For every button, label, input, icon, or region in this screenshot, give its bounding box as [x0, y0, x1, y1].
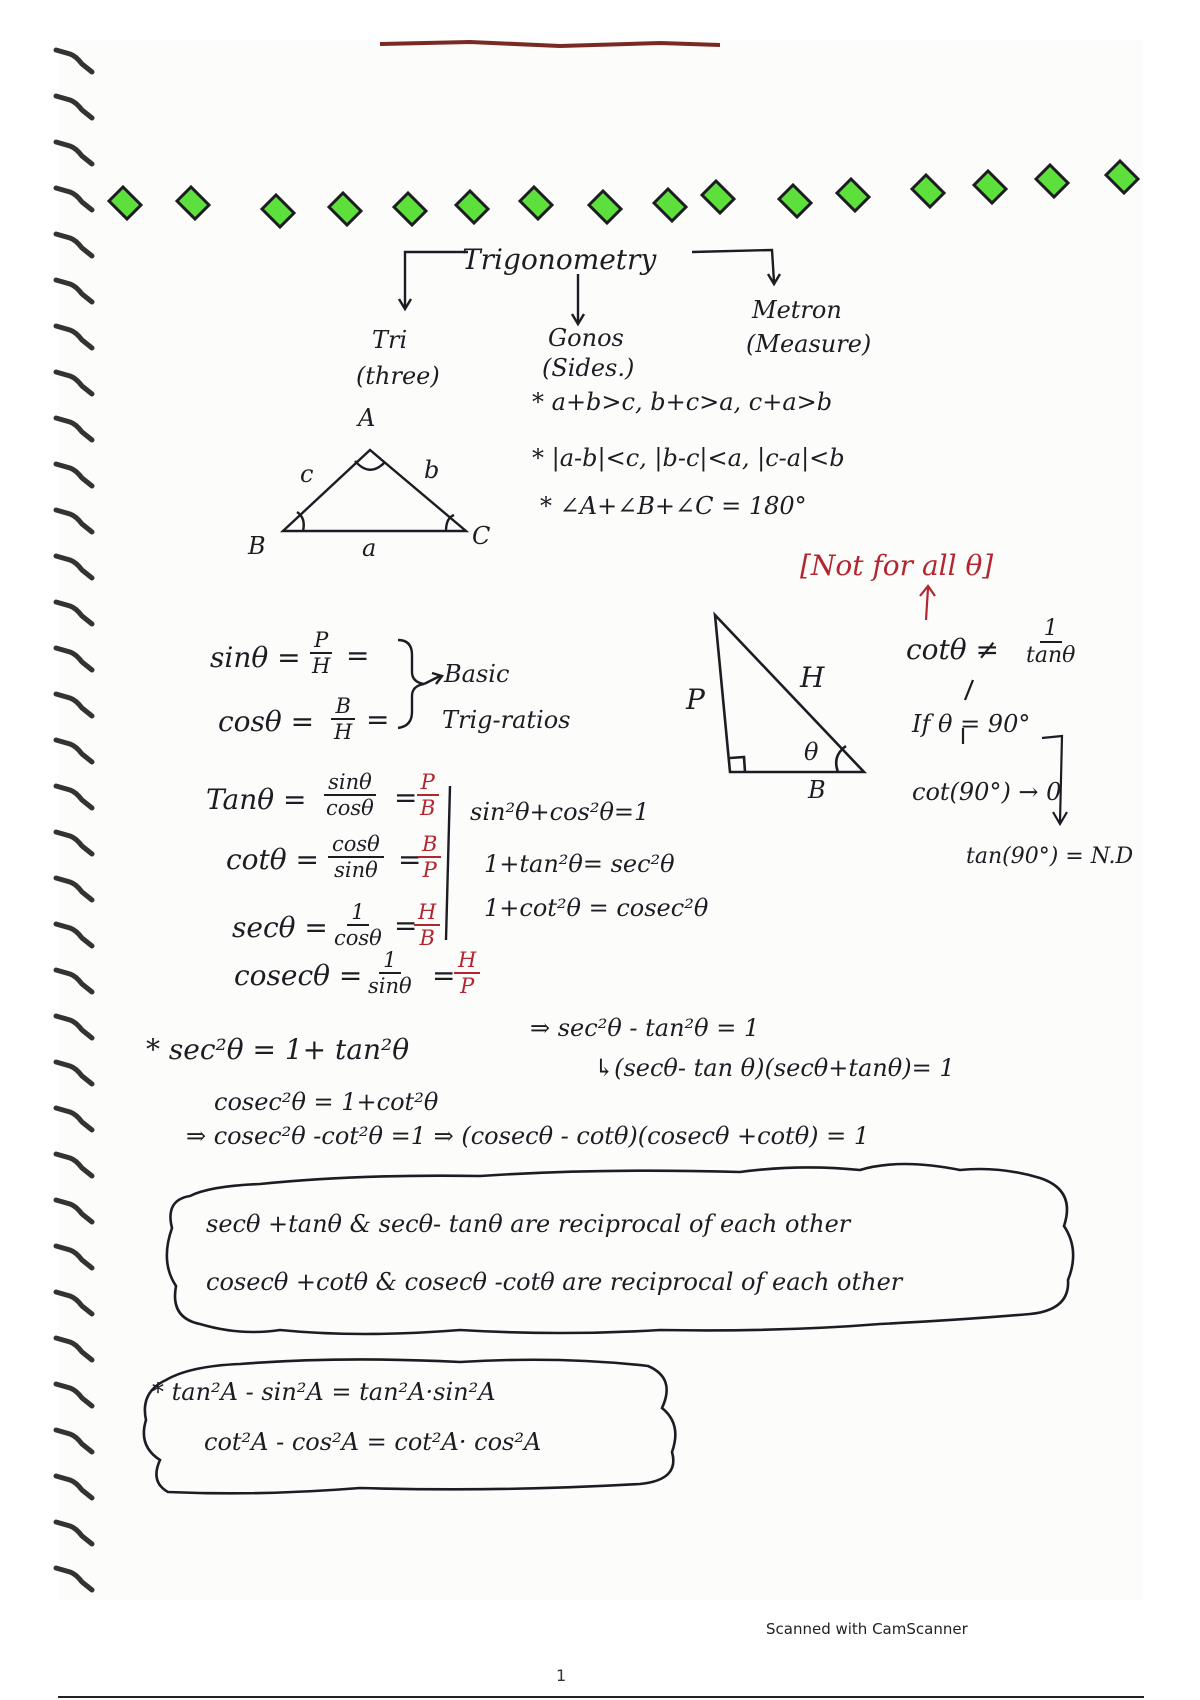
- highlight-diamond: [177, 187, 209, 219]
- bottom-rule: [58, 1696, 1144, 1698]
- derived-arrow-1: ⇒ sec²θ - tan²θ = 1: [530, 1014, 760, 1042]
- not-for-all-note: [Not for all θ]: [800, 549, 994, 582]
- right-triangle: [715, 615, 864, 772]
- cosec-eq: =: [432, 959, 456, 992]
- side-c: c: [300, 460, 314, 488]
- cosec-lhs: cosecθ =: [234, 959, 363, 992]
- reciprocal-statement-1: secθ +tanθ & secθ- tanθ are reciprocal of each other: [206, 1210, 851, 1238]
- reciprocal-statement-2: cosecθ +cotθ & cosecθ -cotθ are reciprocal of each other: [206, 1268, 903, 1296]
- cos-fraction: $\frac{B}{H}$: [330, 694, 356, 744]
- vertex-c: C: [472, 522, 491, 550]
- identity-1: sin²θ+cos²θ=1: [470, 798, 650, 826]
- vertex-b: B: [248, 532, 266, 560]
- highlight-diamond: [1106, 161, 1138, 193]
- triangle-rule-1: * a+b>c, b+c>a, c+a>b: [532, 388, 833, 416]
- highlight-diamond: [912, 175, 944, 207]
- sin-lhs: sinθ =: [210, 641, 301, 674]
- right-tri-h: H: [800, 661, 825, 694]
- sec-eq: =: [394, 909, 418, 942]
- if-theta-90: If θ = 90°: [912, 710, 1031, 738]
- basic-label-1: Basic: [444, 660, 510, 688]
- triangle-rule-2: * |a-b|<c, |b-c|<a, |c-a|<b: [532, 444, 845, 472]
- highlight-diamond: [520, 187, 552, 219]
- highlight-diamond: [394, 193, 426, 225]
- basic-bracket: [398, 640, 442, 728]
- cot-lhs: cotθ =: [226, 843, 320, 876]
- scanner-footer: Scanned with CamScanner: [766, 1620, 968, 1638]
- cot-not-equal: cotθ ≠: [906, 633, 1000, 666]
- side-a: a: [362, 534, 377, 562]
- basic-label-2: Trig-ratios: [442, 706, 571, 734]
- origin-metron-meaning: (Measure): [746, 330, 872, 358]
- sin-fraction: $\frac{P}{H}$: [312, 628, 331, 679]
- origin-gonos: Gonos: [548, 324, 624, 352]
- tan-sin-identity: * tan²A - sin²A = tan²A·sin²A: [152, 1378, 496, 1406]
- identity-divider: [446, 786, 450, 940]
- cot-90: cot(90°) → 0: [912, 778, 1062, 806]
- derived-arrow-1b: ↳(secθ- tan θ)(secθ+tanθ)= 1: [594, 1054, 955, 1082]
- highlight-diamond: [109, 187, 141, 219]
- highlight-diamond: [779, 185, 811, 217]
- highlight-diamond: [974, 171, 1006, 203]
- derived-line-2: cosec²θ = 1+cot²θ: [214, 1088, 439, 1116]
- cos-lhs: cosθ =: [218, 705, 315, 738]
- right-tri-theta: θ: [804, 738, 819, 766]
- tan-90: tan(90°) = N.D: [966, 844, 1134, 869]
- cos-eq: =: [366, 703, 390, 736]
- sec-ratio: $\frac{H}{B}$: [414, 900, 440, 950]
- torn-edge: [380, 42, 720, 46]
- identity-2: 1+tan²θ= sec²θ: [484, 850, 675, 878]
- highlight-diamond: [702, 181, 734, 213]
- origin-tri-meaning: (three): [356, 362, 440, 390]
- tan-ratio: $\frac{P}{B}$: [416, 770, 439, 820]
- side-b: b: [424, 456, 440, 484]
- tan-eq: =: [394, 781, 418, 814]
- triangle-rule-3: * ∠A+∠B+∠C = 180°: [540, 492, 807, 520]
- cot-cos-identity: cot²A - cos²A = cot²A· cos²A: [204, 1428, 542, 1456]
- highlight-diamond: [837, 179, 869, 211]
- origin-gonos-meaning: (Sides.): [542, 354, 635, 382]
- page-number: 1: [556, 1666, 567, 1685]
- cot-eq: =: [398, 843, 422, 876]
- identity-3: 1+cot²θ = cosec²θ: [484, 894, 709, 922]
- sec-fraction: $\frac{1}{\cos\theta}$: [334, 900, 382, 951]
- origin-tri: Tri: [372, 326, 408, 354]
- cot-ratio: $\frac{B}{P}$: [418, 832, 441, 882]
- highlight-diamond: [262, 195, 294, 227]
- highlight-diamond: [329, 193, 361, 225]
- note-arrow: [920, 586, 935, 620]
- right-tri-p: P: [686, 683, 705, 716]
- cosec-fraction: $\frac{1}{\sin\theta}$: [368, 948, 412, 999]
- right-tri-b: B: [808, 776, 826, 804]
- sec-lhs: secθ =: [232, 911, 328, 944]
- cot-fraction: $\frac{\cos\theta}{\sin\theta}$: [328, 832, 384, 882]
- vertex-a: A: [358, 404, 376, 432]
- tan-fraction: $\frac{\sin\theta}{\cos\theta}$: [326, 770, 374, 821]
- reciprocal-box: [167, 1164, 1073, 1334]
- highlight-diamond-row: [109, 161, 1138, 227]
- origin-metron: Metron: [752, 296, 842, 324]
- highlight-diamond: [589, 191, 621, 223]
- sin-eq: =: [346, 639, 370, 672]
- highlight-diamond: [456, 191, 488, 223]
- derived-line-1: * sec²θ = 1+ tan²θ: [146, 1033, 410, 1066]
- highlight-diamond: [654, 189, 686, 221]
- cosec-ratio: $\frac{H}{P}$: [454, 948, 480, 998]
- cot-not-equal-fraction: $\frac{1}{\tan\theta}$: [1026, 616, 1076, 669]
- derived-line-3: ⇒ cosec²θ -cot²θ =1 ⇒ (cosecθ - cotθ)(cosecθ +cotθ) = 1: [186, 1122, 870, 1150]
- highlight-diamond: [1036, 165, 1068, 197]
- page-title: Trigonometry: [462, 243, 657, 276]
- tan-lhs: Tanθ =: [206, 783, 307, 816]
